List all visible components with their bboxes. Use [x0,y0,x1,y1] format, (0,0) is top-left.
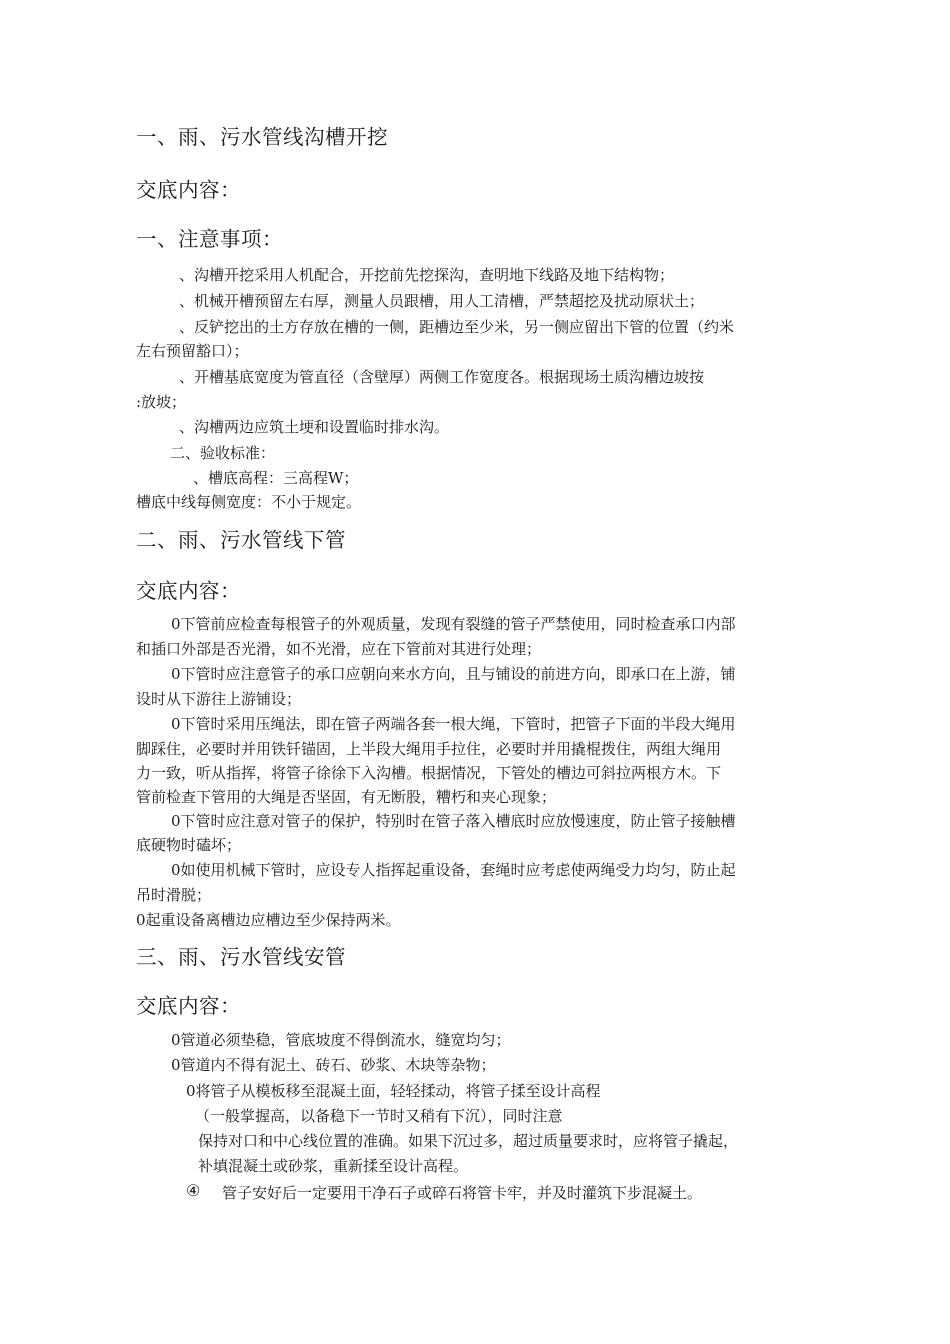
circled-number-4: ④ [186,1181,201,1200]
paragraph-line: 保持对口和中心线位置的准确。如果下沉过多，超过质量要求时，应将管子撬起， [198,1132,739,1150]
section-2-heading: 二、雨、污水管线下管 [136,528,346,552]
paragraph-line: 0下管时应注意管子的承口应朝向来水方向，且与铺设的前进方向，即承口在上游，铺 [171,665,736,683]
paragraph-line: 设时从下游往上游铺设； [136,690,302,708]
paragraph-line: 0管道必须垫稳，管底坡度不得倒流水，缝宽均匀； [171,1031,511,1049]
notes-heading: 一、注意事项： [136,227,283,251]
paragraph-line: （一般掌握高，以备稳下一节时又稍有下沉），同时注意 [195,1107,563,1125]
paragraph-line: 0下管前应检查每根管子的外观质量，发现有裂缝的管子严禁使用，同时检查承口内部 [171,615,736,633]
section-3-subheading: 交底内容： [136,994,241,1018]
paragraph-line: 吊时滑脱； [136,886,212,904]
acceptance-heading: 二、验收标准： [170,444,276,462]
paragraph-line: 0如使用机械下管时，应设专人指挥起重设备，套绳时应考虑使两绳受力均匀，防止起 [171,861,736,879]
section-1-subheading: 交底内容： [136,178,241,202]
paragraph-line: 0下管时采用压绳法，即在管子两端各套一根大绳，下管时，把管子下面的半段大绳用 [171,715,736,733]
acceptance-line: 、槽底高程：三高程W； [193,469,359,487]
acceptance-line: 槽底中线每侧宽度：不小于规定。 [136,493,362,511]
note-line: 、机械开槽预留左右厚，测量人员跟槽，用人工清槽，严禁超挖及扰动原状土； [179,292,705,310]
paragraph-line: 管子安好后一定要用干净石子或碎石将管卡牢，并及时灌筑下步混凝土。 [222,1184,703,1202]
paragraph-line: 0将管子从模板移至混凝土面，轻轻揉动，将管子揉至设计高程 [186,1082,601,1100]
paragraph-line: 脚踩住，必要时并用铁钎锚固，上半段大绳用手拉住，必要时并用撬棍拨住，两组大绳用 [136,740,722,758]
note-line: 、反铲挖出的土方存放在槽的一侧，距槽边至少米，另一侧应留出下管的位置（约米 [179,318,735,336]
paragraph-line: 和插口外部是否光滑，如不光滑，应在下管前对其进行处理； [136,640,542,658]
section-2-subheading: 交底内容： [136,579,241,603]
paragraph-line: 0管道内不得有泥土、砖石、砂浆、木块等杂物； [171,1056,496,1074]
paragraph-line: 管前检查下管用的大绳是否坚固，有无断股，糟朽和夹心现象； [136,788,557,806]
note-line: 左右预留豁口）； [136,342,249,360]
section-3-heading: 三、雨、污水管线安管 [136,945,346,969]
note-line: 、沟槽两边应筑土埂和设置临时排水沟。 [179,418,450,436]
note-line: 、开槽基底宽度为管直径（含壁厚）两侧工作宽度各。根据现场土质沟槽边坡按 [179,368,705,386]
paragraph-line: 0起重设备离槽边应槽边至少保持两米。 [136,911,401,929]
paragraph-line: 补填混凝土或砂浆，重新揉至设计高程。 [198,1157,469,1175]
note-line: :放坡； [136,393,187,411]
paragraph-line: 底硬物时磕坏； [136,836,242,854]
note-line: 、沟槽开挖采用人机配合，开挖前先挖探沟，查明地下线路及地下结构物； [179,266,675,284]
paragraph-line: 0下管时应注意对管子的保护，特别时在管子落入槽底时应放慢速度，防止管子接触槽 [171,812,736,830]
paragraph-line: 力一致，听从指挥，将管子徐徐下入沟槽。根据情况，下管处的槽边可斜拉两根方木。下 [136,764,722,782]
section-1-heading: 一、雨、污水管线沟槽开挖 [136,125,388,149]
